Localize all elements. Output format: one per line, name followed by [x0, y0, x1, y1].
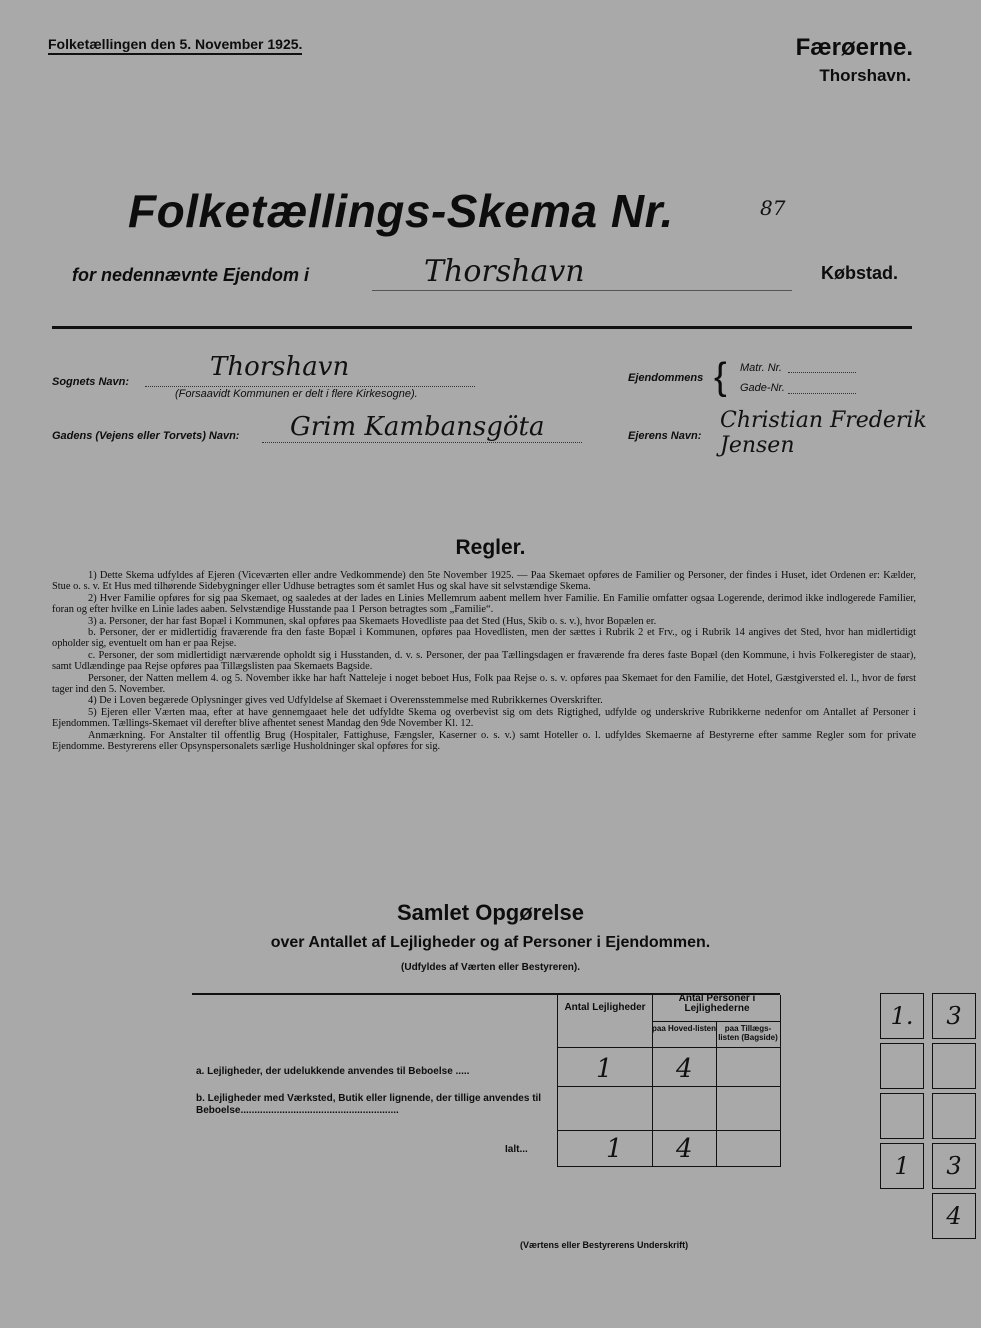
kobstad-label: Købstad.	[820, 263, 898, 283]
rule-paragraph: 3) a. Personer, der har fast Bopæl i Kommunen, skal opføres paa Skemaets Hovedliste paa det Sted (Hus, Skib o. s. v.), hvor Bopælen er.	[88, 615, 657, 627]
matr-field[interactable]	[788, 372, 856, 373]
row-a-label: a. Lejligheder, der udelukkende anvendes til Beboelse .....	[196, 1066, 470, 1077]
rule-paragraph: 4) De i Loven begærede Oplysninger gives ved Udfyldelse af Skemaet i Overensstemmelse med Rubrikkernes Overskrifter.	[88, 695, 603, 707]
col-hoved-header: paa Hoved-listen	[652, 1024, 717, 1033]
signature-label: (Værtens eller Bestyrerens Underskrift)	[520, 1240, 689, 1250]
property-underline	[372, 290, 792, 291]
side-box-r2-left[interactable]	[880, 1043, 924, 1089]
property-town-field[interactable]: Thorshavn	[424, 254, 585, 289]
table-divider	[557, 1166, 780, 1167]
census-date-heading: Folketællingen den 5. November 1925.	[48, 36, 302, 55]
side-box-r1-right[interactable]: 3	[932, 993, 976, 1039]
side-box-r4-left[interactable]: 1	[880, 1143, 924, 1189]
rule-paragraph: 2) Hver Familie opføres for sig paa Skemaet, og saaledes at der lades en Linies Mellemrum aabent mellem hver Familie. En Familie omfatter ogsaa Logerende, derimod ikke indlogerede Familier, foran og efter hvilke en Linie lades aaben. Selvstændige Husstande paa 1 Person betragtes som „Familie“.	[52, 592, 916, 616]
sogn-note: (Forsaavidt Kommunen er delt i flere Kirkesogne).	[175, 388, 418, 400]
ialt-label: Ialt...	[505, 1144, 528, 1155]
ejer-label: Ejerens Navn:	[628, 430, 702, 442]
rule-paragraph: c. Personer, der som midlertidigt nærværende opholdt sig i Husstanden, d. v. s. Personer, der paa Tællingsdagen er fraværende fra deres faste Bopæl (den Kommune, i hvis Folkeregister de staar), samt Udlændinge paa Rejse opføres paa Tillægslisten paa Skemaets Bagside.	[52, 649, 916, 673]
rule-note: Anmærkning. For Anstalter til offentlig Brug (Hospitaler, Fattighuse, Fængsler, Kaserner o. s. v.) samt Hoteller o. l. udfyldes Skemaerne af Bestyrerne efter samme Regler som for private Ejendomme. Bestyrerens eller Opsynspersonalets særlige Husholdninger skal opføres for sig.	[52, 729, 916, 753]
table-divider	[557, 995, 558, 1167]
section-divider	[52, 326, 912, 329]
table-divider	[557, 1047, 780, 1048]
region-name: Færøerne.	[795, 34, 913, 61]
brace-icon: {	[714, 356, 727, 398]
col-personer-header: Antal Personer i Lejlighederne	[678, 993, 756, 1014]
row-a-antal-cell[interactable]: 1	[596, 1054, 613, 1084]
rules-text	[52, 570, 916, 753]
side-box-r3-left[interactable]	[880, 1093, 924, 1139]
gade-nr-field[interactable]	[788, 393, 856, 394]
rule-paragraph: 1) Dette Skema udfyldes af Ejeren (Viceværten eller andre Vedkommende) den 5te November 1925. — Paa Skemaet opføres de Familier og Personer, der findes i Huset, idet Ordenen er: Kælder, Stue o. s. v. Et Hus med tilhørende Sidebygninger eller Udhuse betragtes som ét samlet Hus og skal have sit selvstændige Skema.	[52, 570, 916, 593]
side-box-r1-left[interactable]: 1.	[880, 993, 924, 1039]
col-antal-header: Antal Lejligheder	[564, 1002, 646, 1013]
table-divider	[716, 1022, 717, 1167]
side-box-r2-right[interactable]	[932, 1043, 976, 1089]
table-divider	[557, 1086, 780, 1087]
property-label: for nedennævnte Ejendom i	[72, 265, 310, 285]
form-number[interactable]: 87	[760, 196, 786, 220]
table-divider	[557, 1130, 780, 1131]
gade-nr-label: Gade-Nr.	[740, 382, 785, 394]
town-name: Thorshavn.	[819, 66, 911, 85]
region-heading	[796, 34, 913, 86]
ejendom-label: Ejendommens	[628, 372, 704, 384]
gade-field[interactable]: Grim Kambansgöta	[290, 412, 545, 442]
gade-label: Gadens (Vejens eller Torvets) Navn:	[52, 430, 240, 442]
summary-title: Samlet Opgørelse	[396, 900, 585, 925]
sogn-field[interactable]: Thorshavn	[210, 352, 350, 382]
rule-paragraph: 5) Ejeren eller Værten maa, efter at have gennemgaaet hele det udfyldte Skema og overbevist sig om dets Rigtighed, udfylde og underskrive Rubrikkerne nedenfor om Antallet af Personer i Ejendommen. Tællings-Skemaet vil derefter blive afhentet senest Mandag den 9de November Kl. 12.	[52, 706, 916, 730]
form-title: Folketællings-Skema Nr.	[128, 185, 674, 237]
side-box-r4-right[interactable]: 3	[932, 1143, 976, 1189]
table-divider	[652, 1021, 780, 1022]
summary-subtitle: over Antallet af Lejligheder og af Personer i Ejendommen.	[270, 934, 711, 951]
ejer-field[interactable]: Christian Frederik Jensen	[720, 408, 927, 458]
sogn-label: Sognets Navn:	[52, 376, 130, 388]
col-tillaeg-header: paa Tillægs-listen (Bagside)	[718, 1024, 778, 1042]
rule-paragraph: Personer, der Natten mellem 4. og 5. November ikke har haft Natteleje i noget beboet Hus, Folk paa Rejse o. s. v. opføres paa Skemaet for den Familie, det Hotel, Gæstgiversted el. l., hvor de først tager ind den 5. November.	[52, 672, 916, 696]
rule-paragraph: b. Personer, der er midlertidig fraværende fra den faste Bopæl i Kommunen, opføres paa Hovedlisten, men der sættes i Rubrik 2 et Frv., og i Rubrik 14 angives det Sted, hvor han midlertidigt opholder sig, eventuelt om han er paa Rejse.	[52, 627, 916, 650]
side-box-r3-right[interactable]	[932, 1093, 976, 1139]
side-box-r5-right[interactable]: 4	[932, 1193, 976, 1239]
rules-title: Regler.	[455, 536, 526, 559]
sogn-underline	[145, 386, 475, 387]
table-divider	[780, 995, 781, 1167]
ialt-hoved-cell[interactable]: 4	[676, 1134, 693, 1164]
row-a-hoved-cell[interactable]: 4	[676, 1054, 693, 1084]
property-line	[72, 254, 898, 292]
matr-label: Matr. Nr.	[740, 362, 782, 374]
row-b-label: b. Lejligheder med Værksted, Butik eller lignende, der tillige anvendes til Beboelse.........................................................	[196, 1093, 542, 1116]
ialt-antal-cell[interactable]: 1	[606, 1134, 623, 1164]
gade-underline	[262, 442, 582, 443]
summary-note: (Udfyldes af Værten eller Bestyreren).	[401, 962, 580, 973]
